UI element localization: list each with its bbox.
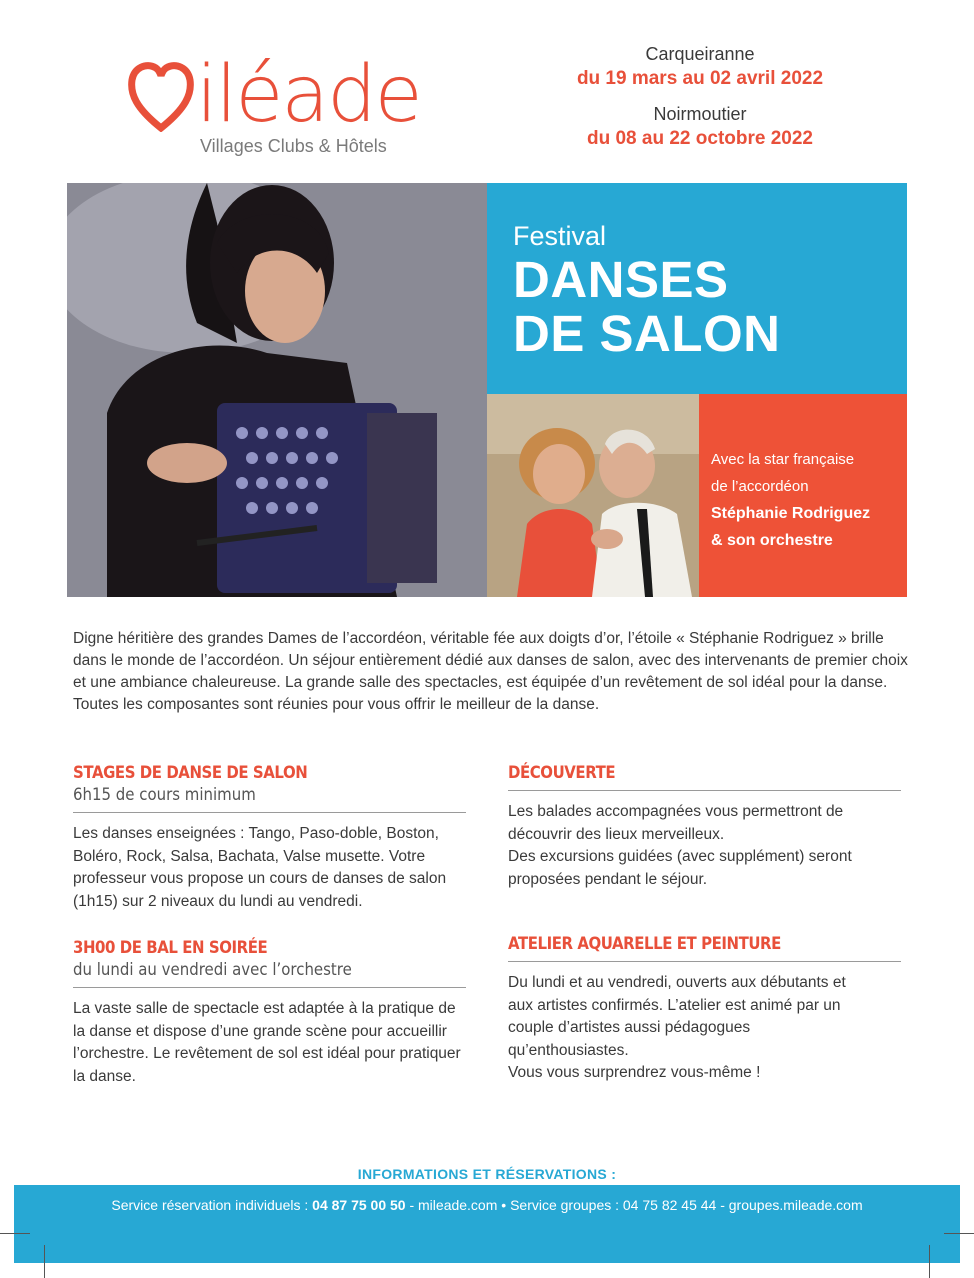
date-place-1: Carqueiranne [645,44,755,64]
divider [508,790,901,791]
atelier-body-1: Du lundi et au vendredi, ouverts aux débutants et aux artistes confirmés. L’atelier est animé par un couple d’artistes aussi pédagogues qu’enthousiastes. [508,974,846,1059]
contact-details[interactable]: - mileade.com • Service groupes : 04 75 82 45 44 - groupes.mileade.com [405,1197,863,1213]
stages-title: STAGES DE DANSE DE SALON [73,763,308,783]
right-column [508,762,901,1085]
atelier-body-2: Vous vous surprendrez vous-même ! [508,1064,761,1081]
footer-contact-band [14,1185,960,1263]
festival-title-line-2: DE SALON [513,305,781,362]
crop-mark [44,1245,45,1278]
dancing-couple-photo [487,394,699,597]
festival-title-line-1: DANSES [513,251,729,308]
star-line-1: Avec la star française [711,451,855,468]
crop-mark [0,1233,30,1234]
decouverte-title: DÉCOUVERTE [508,763,616,783]
star-info-panel [699,394,907,597]
heart-logo-icon [126,60,196,132]
bal-title: 3H00 DE BAL EN SOIRÉE [73,938,268,958]
festival-title-panel [487,183,907,394]
bal-subtitle: du lundi au vendredi avec l’orchestre [73,960,352,980]
divider [73,812,466,813]
stages-body: Les danses enseignées : Tango, Paso-doble, Boston, Boléro, Rock, Salsa, Bachata, Valse musette. Votre professeur vous propose un cours de danses de salon (1h15) sur 2 niveaux du lundi au vendredi. [73,825,447,910]
bal-body: La vaste salle de spectacle est adaptée à la pratique de la danse et dispose d’une grande scène pour accueillir l’orchestre. Le revêtement de sol est idéal pour pratiquer la danse. [73,1000,461,1085]
crop-mark [944,1233,974,1234]
individual-phone[interactable]: 04 87 75 00 50 [312,1197,406,1213]
left-column [73,762,466,1088]
dancing-couple-illustration [487,394,699,597]
date-range-2: du 08 au 22 octobre 2022 [587,128,813,149]
atelier-title: ATELIER AQUARELLE ET PEINTURE [508,934,781,954]
festival-kicker: Festival [513,221,607,251]
intro-paragraph: Digne héritière des grandes Dames de l’accordéon, véritable fée aux doigts d’or, l’étoile « Stéphanie Rodriguez » brille dans le monde de l’accordéon. Un séjour entièrement dédié aux danses de salon, avec des intervenants de premier choix et une ambiance chaleureuse. La grande salle des spectacles, est équipée d’un revêtement de sol idéal pour la danse. Toutes les composantes sont réunies pour vous offrir le meilleur de la danse. [73,630,908,713]
footer-title: INFORMATIONS ET RÉSERVATIONS : [357,1166,617,1182]
date-place-2: Noirmoutier [653,104,747,124]
accordion-player-photo [67,183,487,597]
brand-logo [120,50,450,166]
star-orchestra: & son orchestre [711,532,833,549]
date-range-1: du 19 mars au 02 avril 2022 [576,68,824,89]
event-dates [540,42,860,162]
stages-subtitle: 6h15 de cours minimum [73,785,256,805]
star-line-2: de l’accordéon [711,478,809,495]
divider [508,961,901,962]
decouverte-body-1: Les balades accompagnées vous permettront de découvrir des lieux merveilleux. [508,803,844,843]
crop-mark [929,1245,930,1278]
brand-wordmark: iléade [196,50,421,140]
divider [73,987,466,988]
star-name: Stéphanie Rodriguez [711,505,871,522]
decouverte-body-2: Des excursions guidées (avec supplément) seront proposées pendant le séjour. [508,848,852,888]
brand-tagline: Villages Clubs & Hôtels [200,136,387,156]
individual-label: Service réservation individuels : [111,1197,313,1213]
hero-banner [67,183,907,597]
accordion-player-illustration [67,183,487,597]
